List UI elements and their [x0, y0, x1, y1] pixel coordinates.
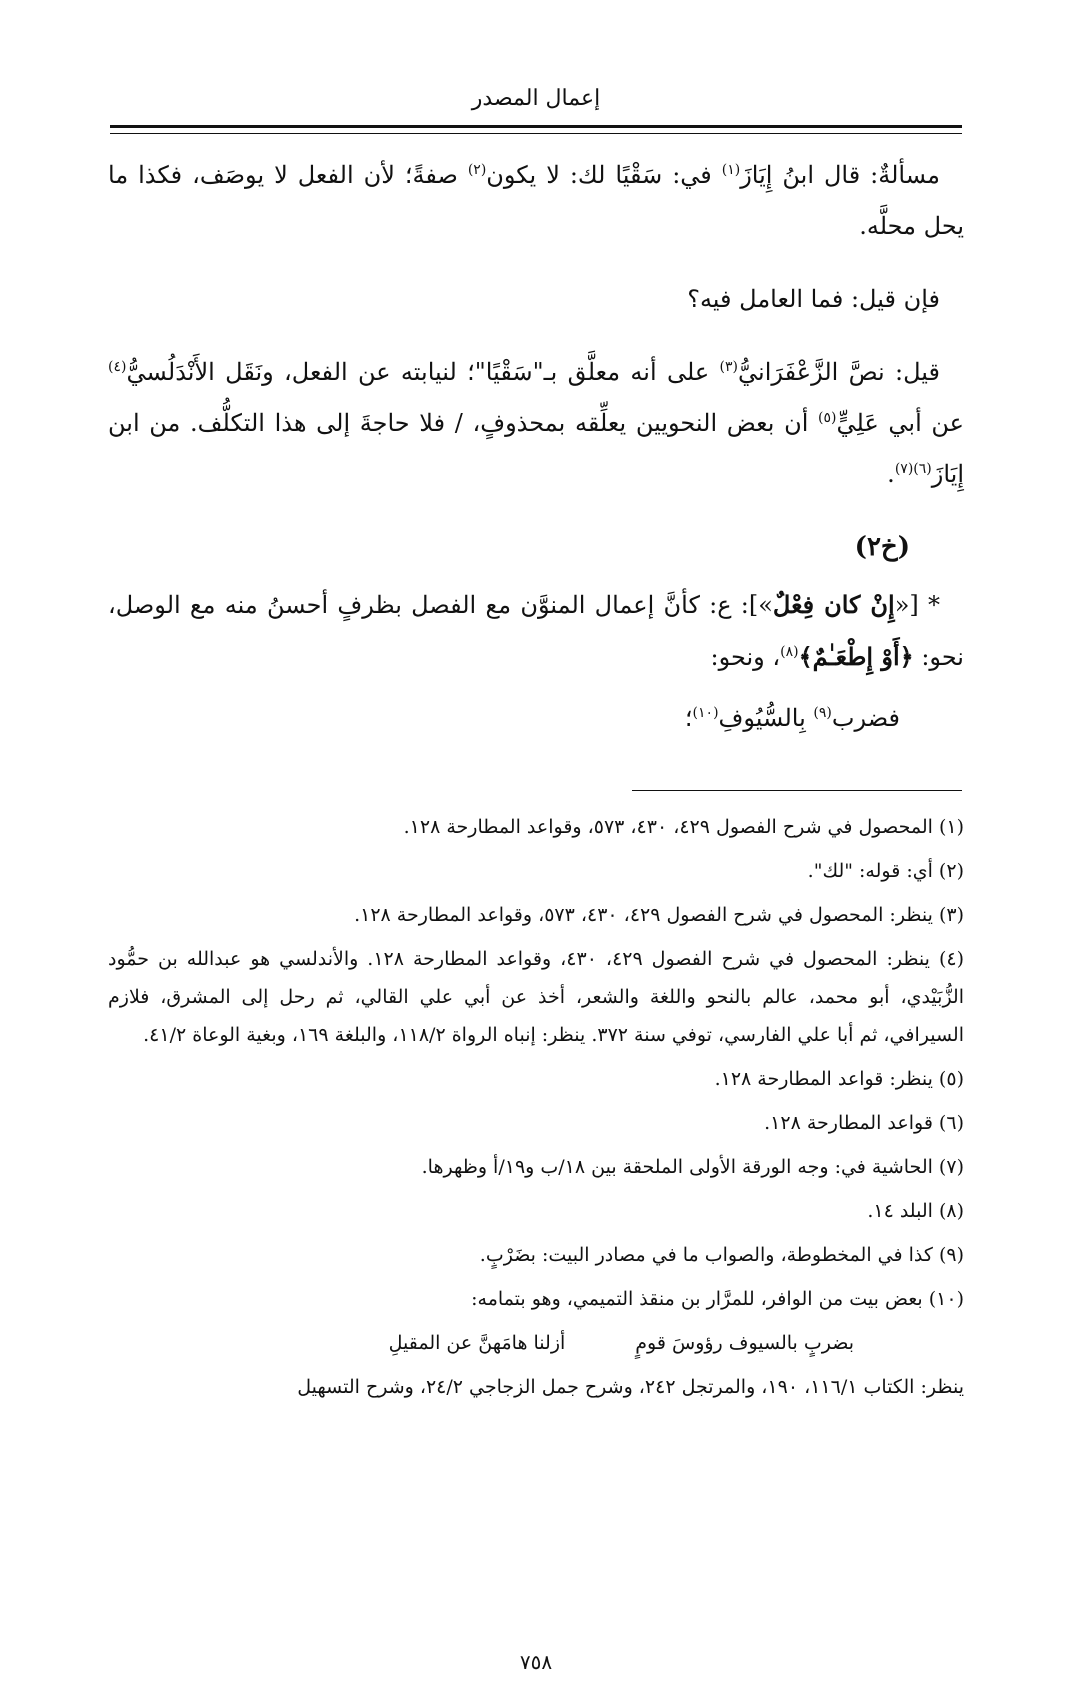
- footnote-5: (٥) ينظر: قواعد المطارحة ١٢٨.: [714, 1068, 964, 1090]
- verse-first-hemistich: بضربٍ بالسيوف رؤوسَ قومٍ: [635, 1332, 854, 1354]
- footnote-2: (٢) أي: قوله: "لك".: [807, 860, 964, 882]
- paragraph-2: فإن قيل: فما العامل فيه؟: [687, 285, 940, 313]
- footnote-separator: [632, 790, 962, 791]
- footnote-ref-5[interactable]: (٥): [818, 410, 837, 426]
- header-rule-thin: [110, 133, 962, 134]
- running-header: إعمال المصدر: [471, 86, 601, 111]
- footnote-ref-6-7[interactable]: (٦)(٧): [894, 461, 932, 477]
- verse-quote: فضرب$^{(٩)}$ بِالسُّيُوفِ$^{(١٠)}$؛: [684, 704, 900, 732]
- footnote-ref-1[interactable]: (١): [721, 162, 741, 178]
- footnote-7: (٧) الحاشية في: وجه الورقة الأولى الملحقة بين ١٨/ب و١٩/أ وظهرها.: [421, 1156, 964, 1178]
- footnote-verse: [108, 1324, 964, 1362]
- paragraph-4: * [«إِنْ كان فِعْلٌ»]: ع: كأنَّ إعمال المنوَّن مع الفصل بظرفٍ أحسنُ منه مع الوصل، نحو: ﴿أَوْ إِطْعَـٰمٌ﴾$^{(٨)}$، ونحو:: [108, 590, 964, 671]
- verse-second-hemistich: أزلنا هامَهنَّ عن المقيلِ: [388, 1332, 566, 1354]
- footnote-ref-2[interactable]: (٢): [467, 162, 487, 178]
- footnote-ref-8[interactable]: (٨): [780, 644, 799, 660]
- footnote-8: (٨) البلد ١٤.: [867, 1200, 964, 1222]
- quoted-phrase: إِنْ كان فِعْلٌ: [772, 590, 895, 619]
- footnote-ref-10[interactable]: (١٠): [692, 705, 719, 721]
- page-number: ٧٥٨: [519, 1650, 553, 1674]
- header-rule-thick: [110, 125, 962, 128]
- footnote-6: (٦) قواعد المطارحة ١٢٨.: [764, 1112, 964, 1134]
- paragraph-3: قيل: نصَّ الزَّعْفَرَانيُّ$^{(٣)}$ على أنه معلَّق بـ"سَقْيًا"؛ لنيابته عن الفعل، ونَقَل الأَنْدَلُسيُّ$^{(٤)}$ عن أبي عَلِيٍّ$^{(٥)}$ أن بعض النحويين يعلِّقه بمحذوفٍ، / فلا حاجةَ إلى هذا التكلُّف. من ابن إِيَازَ$^{(٦)(٧)}$.: [108, 358, 965, 488]
- footnotes: [108, 808, 964, 1412]
- footnote-ref-9[interactable]: (٩): [813, 705, 832, 721]
- main-text: [108, 150, 964, 766]
- footnote-ref-3[interactable]: (٣): [719, 359, 739, 375]
- footnote-ref-4[interactable]: (٤): [108, 359, 127, 375]
- footnote-3: (٣) ينظر: المحصول في شرح الفصول ٤٢٩، ٤٣٠، ٥٧٣، وقواعد المطارحة ١٢٨.: [354, 904, 964, 926]
- footnote-1: (١) المحصول في شرح الفصول ٤٢٩، ٤٣٠، ٥٧٣، وقواعد المطارحة ١٢٨.: [403, 816, 964, 838]
- footnote-4: (٤) ينظر: المحصول في شرح الفصول ٤٢٩، ٤٣٠، وقواعد المطارحة ١٢٨. والأندلسي هو عبدالله بن حمُّود الزُّبَيْدي، أبو محمد، عالم بالنحو واللغة والشعر، أخذ عن أبي علي القالي، ثم رحل إلى المشرق، فلازم السيرافي، ثم أبا علي الفارسي، توفي سنة ٣٧٢. ينظر: إنباه الرواة ١١٨/٢، والبلغة ١٦٩، وبغية الوعاة ٤١/٢.: [108, 948, 965, 1046]
- footnote-sources: ينظر: الكتاب ١١٦/١، ١٩٠، والمرتجل ٢٤٢، وشرح جمل الزجاجي ٢٤/٢، وشرح التسهيل: [297, 1376, 964, 1398]
- manuscript-marker: (خ٢): [854, 532, 910, 562]
- quran-quote: ﴿أَوْ إِطْعَـٰمٌ﴾: [798, 642, 914, 671]
- paragraph-1: مسألةٌ: قال ابنُ إِيَازَ$^{(١)}$ في: سَقْيًا لك: لا يكون$^{(٢)}$ صفةً؛ لأن الفعل لا يوصَف، فكذا ما يحل محلَّه.: [108, 161, 964, 240]
- footnote-9: (٩) كذا في المخطوطة، والصواب ما في مصادر البيت: بضَرْبٍ.: [479, 1244, 964, 1266]
- footnote-10: (١٠) بعض بيت من الوافر، للمرَّار بن منقذ التميمي، وهو بتمامه:: [471, 1288, 964, 1310]
